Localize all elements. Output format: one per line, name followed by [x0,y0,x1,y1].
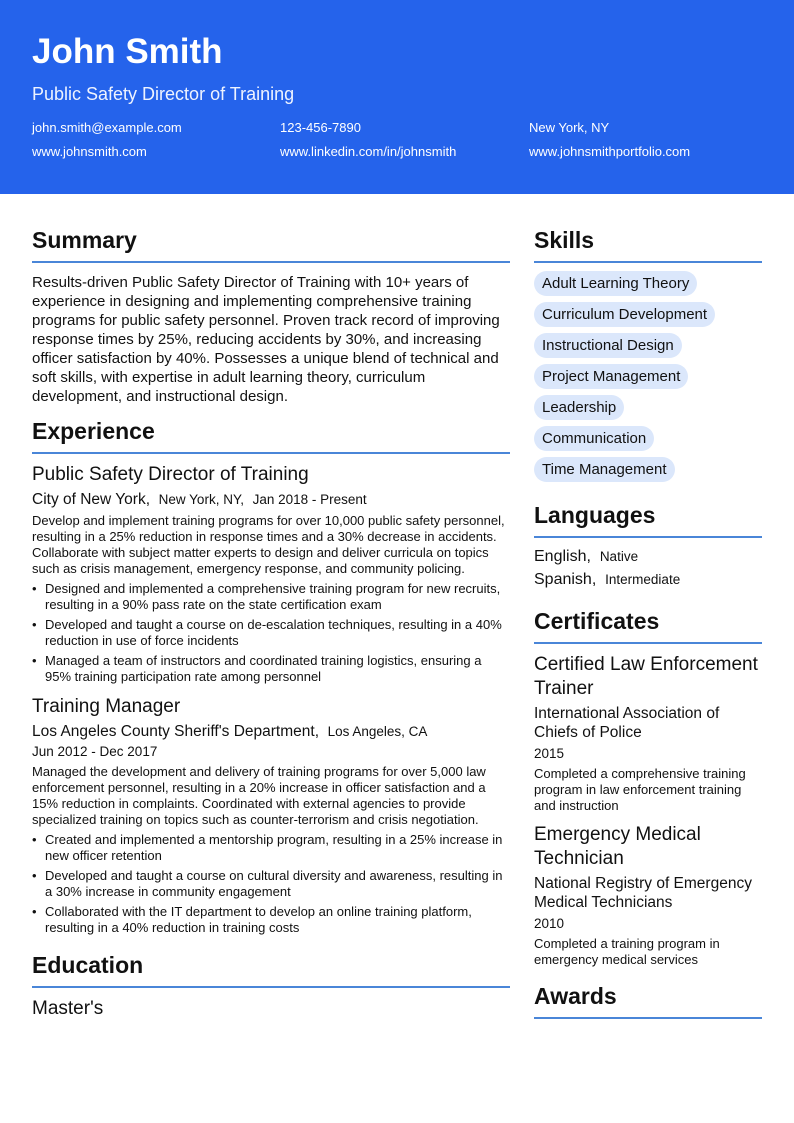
right-column [534,226,762,1019]
email-link[interactable]: john.smith@example.com [32,120,182,135]
awards-heading: Awards [534,982,762,1019]
job-location: New York, NY, [158,492,244,507]
website-link[interactable]: www.johnsmith.com [32,144,147,159]
skill-tag: Communication [534,426,654,451]
list-item: • Created and implemented a mentorship program, resulting in a 25% increase in new officer retention [32,832,510,864]
certificate-entry [534,823,762,968]
skills-heading: Skills [534,226,762,263]
certificate-description: Completed a comprehensive training program in law enforcement training and instruction [534,766,746,813]
experience-heading: Experience [32,417,510,454]
job-location: Los Angeles, CA [327,724,428,739]
job-bullets [32,832,510,936]
skills-list [534,271,762,488]
certificates-heading: Certificates [534,607,762,644]
education-heading: Education [32,951,510,988]
job-company: Los Angeles County Sheriff's Department, [32,723,319,740]
certificate-entry [534,653,762,814]
skill-tag: Adult Learning Theory [534,271,697,296]
job-title: Training Manager [32,696,181,717]
skill-tag: Curriculum Development [534,302,715,327]
list-item: • Collaborated with the IT department to develop an online training platform, resulting in a 40% reduction in training costs [32,904,510,936]
linkedin-link[interactable]: www.linkedin.com/in/johnsmith [280,144,457,159]
languages-heading: Languages [534,501,762,538]
location: New York, NY [529,120,610,135]
job-entry [32,695,510,936]
job-meta [32,490,510,510]
job-meta [32,722,510,742]
education-degree: Master's [32,998,104,1019]
portfolio-link[interactable]: www.johnsmithportfolio.com [529,144,691,159]
skill-tag: Leadership [534,395,624,420]
list-item: • Managed a team of instructors and coordinated training logistics, ensuring a 95% training participation rate among personnel [32,653,510,685]
list-item: • Designed and implemented a comprehensive training program for new recruits, resulting in a 90% pass rate on the state certification exam [32,581,510,613]
certificate-org: International Association of Chiefs of Police [534,705,720,741]
job-description: Managed the development and delivery of training programs for over 5,000 law enforcement personnel, resulting in a 20% increase in officer satisfaction and a 15% reduction in complaints. Coordinated with external agencies to provide specialized training on topics such as counter-terrorism and crisis negotiation. [32,764,486,827]
candidate-name: John Smith [32,32,223,71]
job-title: Public Safety Director of Training [32,464,309,485]
certificate-description: Completed a training program in emergency medical services [534,936,720,967]
skill-tag: Time Management [534,457,675,482]
job-dates: Jan 2018 - Present [252,492,367,507]
certificate-name: Emergency Medical Technician [534,824,701,869]
certificate-org: National Registry of Emergency Medical Technicians [534,875,752,911]
language-item [534,547,762,567]
candidate-title: Public Safety Director of Training [32,84,295,104]
job-description: Develop and implement training programs for over 10,000 public safety personnel, resulting in a 25% reduction in response times and a 30% decrease in accidents. Collaborate with subject matter experts to design and deliver curricula on topics such as crisis management, emergency response, and community policing. [32,513,505,576]
language-level: Native [599,549,639,564]
language-name: Spanish, [534,571,597,588]
summary-heading: Summary [32,226,510,263]
job-bullets [32,581,510,685]
list-item: • Developed and taught a course on de-escalation techniques, resulting in a 40% reduction in use of force incidents [32,617,510,649]
phone-number: 123-456-7890 [280,120,361,135]
summary-text: Results-driven Public Safety Director of Training with 10+ years of experience in designing and implementing comprehensive training programs for public safety personnel. Proven track record of improving response times by 25%, reducing accidents by 30%, and increasing officer satisfaction by 40%. Possesses a unique blend of technical and soft skills, with expertise in adult learning theory, curriculum development, and instructional design. [32,274,500,405]
job-company: City of New York, [32,491,151,508]
skill-tag: Instructional Design [534,333,682,358]
left-column [32,226,510,1021]
certificate-year: 2015 [534,746,565,761]
job-entry [32,463,510,685]
contact-info [32,120,762,160]
language-name: English, [534,548,591,565]
skill-tag: Project Management [534,364,688,389]
certificate-name: Certified Law Enforcement Trainer [534,654,758,699]
certificate-year: 2010 [534,916,565,931]
language-level: Intermediate [605,572,681,587]
list-item: • Developed and taught a course on cultural diversity and awareness, resulting in a 30% increase in community engagement [32,868,510,900]
resume-header [0,0,794,194]
job-dates: Jun 2012 - Dec 2017 [32,744,158,759]
language-item [534,570,762,590]
